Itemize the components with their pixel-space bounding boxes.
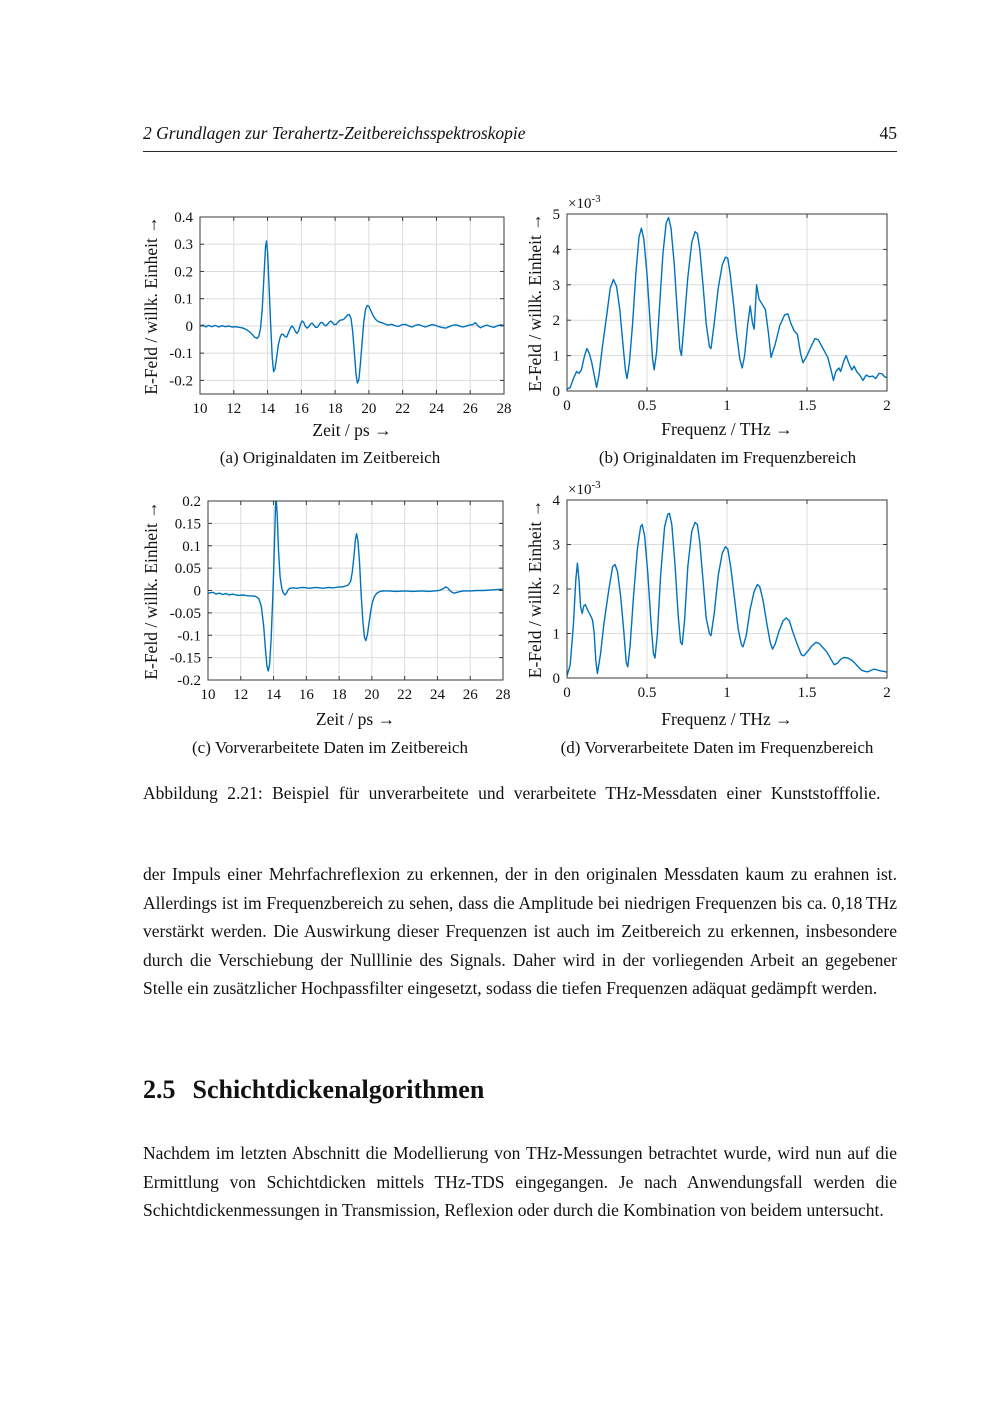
- section-heading: [143, 1075, 484, 1105]
- svg-text:0.4: 0.4: [174, 210, 193, 226]
- svg-text:×10-3: $\times 10^{-3}$: [568, 479, 601, 498]
- figure-caption: [143, 777, 897, 810]
- svg-text:0: 0: [552, 384, 560, 400]
- svg-text:1: 1: [552, 626, 560, 643]
- svg-text:E-Feld / willk. Einheit →: E-Feld / willk. Einheit →: [141, 216, 161, 395]
- section-number: 2.5: [143, 1075, 176, 1104]
- svg-text:28: 28: [495, 687, 511, 703]
- chart-a-time-domain-original: [140, 190, 512, 448]
- svg-text:1: 1: [723, 398, 731, 414]
- svg-text:1.5: 1.5: [797, 685, 817, 701]
- svg-text:0.5: 0.5: [637, 685, 657, 701]
- chart-caption-b: (b) Originaldaten im Frequenzbereich: [598, 448, 857, 467]
- svg-text:-0.1: -0.1: [177, 628, 201, 645]
- svg-text:2: 2: [552, 582, 560, 598]
- svg-text:1: 1: [552, 348, 560, 365]
- running-header: [143, 123, 897, 152]
- svg-text:2: 2: [883, 685, 891, 701]
- chart-caption-a: (a) Originaldaten im Zeitbereich: [219, 448, 441, 467]
- svg-text:26: 26: [462, 401, 478, 417]
- svg-text:-0.2: -0.2: [169, 373, 193, 390]
- svg-text:Frequenz / THz →: Frequenz / THz →: [661, 709, 793, 729]
- svg-text:16: 16: [298, 687, 314, 703]
- svg-text:-0.15: -0.15: [169, 650, 201, 667]
- svg-text:0.2: 0.2: [182, 494, 201, 510]
- figure-caption-text: Beispiel für unverarbeitete und verarbeitete THz-Messdaten einer Kunststofffolie.: [272, 783, 881, 803]
- svg-text:4: 4: [552, 493, 560, 509]
- svg-text:E-Feld / willk. Einheit →: E-Feld / willk. Einheit →: [525, 499, 545, 679]
- svg-text:26: 26: [462, 687, 478, 703]
- svg-text:0: 0: [563, 398, 571, 414]
- svg-text:0.3: 0.3: [174, 237, 193, 254]
- svg-text:0.5: 0.5: [637, 398, 657, 414]
- svg-text:0.1: 0.1: [182, 538, 201, 555]
- svg-text:12: 12: [233, 687, 249, 703]
- svg-text:14: 14: [260, 401, 276, 417]
- body-paragraph-1: der Impuls einer Mehrfachreflexion zu erkennen, der in den originalen Messdaten kaum zu erahnen ist. Allerdings ist im Frequenzbereich zu sehen, dass die Amplitude bei niedrigen Frequenzen bis ca. 0,18 THz verstärkt werden. Die Auswirkung dieser Frequenzen ist auch im Zeitbereich zu erkennen, insbesondere durch die Verschiebung der Nulllinie des Signals. Daher wird in der vorliegenden Arbeit an gegebener Stelle ein zusätzlicher Hochpassfilter eingesetzt, sodass die tiefen Frequenzen adäquat gedämpft werden.: [143, 864, 897, 998]
- section-title: Schichtdickenalgorithmen: [192, 1075, 485, 1104]
- svg-text:20: 20: [361, 401, 377, 417]
- svg-text:1.5: 1.5: [797, 398, 817, 414]
- svg-text:2: 2: [883, 398, 891, 414]
- svg-text:24: 24: [428, 401, 444, 417]
- svg-text:3: 3: [552, 277, 560, 294]
- svg-text:0: 0: [552, 671, 560, 687]
- svg-text:10: 10: [192, 401, 208, 417]
- svg-text:4: 4: [552, 242, 560, 259]
- svg-text:0.15: 0.15: [174, 516, 201, 533]
- svg-text:E-Feld / willk. Einheit →: E-Feld / willk. Einheit →: [141, 501, 161, 680]
- figure-caption-label: Abbildung 2.21:: [143, 783, 263, 803]
- svg-text:0.2: 0.2: [174, 264, 193, 281]
- svg-text:0: 0: [563, 685, 571, 701]
- svg-text:E-Feld / willk. Einheit →: E-Feld / willk. Einheit →: [525, 213, 545, 392]
- svg-text:14: 14: [266, 687, 282, 703]
- chart-caption-d: (d) Vorverarbeitete Daten im Frequenzbereich: [560, 738, 874, 757]
- svg-text:1: 1: [723, 685, 731, 701]
- svg-text:18: 18: [331, 687, 347, 703]
- svg-text:0.05: 0.05: [174, 561, 201, 578]
- svg-text:24: 24: [429, 687, 445, 703]
- running-header-title: 2 Grundlagen zur Terahertz-Zeitbereichsspektroskopie: [143, 123, 526, 143]
- svg-text:2: 2: [552, 313, 560, 330]
- chart-c-time-domain-preprocessed: [140, 475, 512, 735]
- svg-text:22: 22: [395, 401, 411, 417]
- svg-text:28: 28: [496, 401, 512, 417]
- svg-text:Zeit / ps →: Zeit / ps →: [315, 709, 396, 729]
- svg-text:×10-3: $\times 10^{-3}$: [568, 193, 601, 212]
- chart-caption-c: (c) Vorverarbeitete Daten im Zeitbereich: [192, 738, 468, 757]
- svg-text:-0.2: -0.2: [177, 673, 201, 689]
- svg-text:5: 5: [552, 207, 560, 223]
- svg-text:22: 22: [397, 687, 413, 703]
- svg-text:Frequenz / THz →: Frequenz / THz →: [661, 419, 793, 439]
- svg-text:Zeit / ps →: Zeit / ps →: [312, 420, 392, 440]
- chart-b-frequency-domain-original: [525, 185, 903, 445]
- chart-d-frequency-domain-preprocessed: [525, 475, 903, 735]
- page-number: 45: [879, 123, 897, 143]
- svg-text:18: 18: [327, 401, 343, 417]
- svg-text:3: 3: [552, 537, 560, 554]
- svg-text:0: 0: [185, 318, 193, 335]
- svg-text:20: 20: [364, 687, 380, 703]
- body-paragraph-2: Nachdem im letzten Abschnitt die Modellierung von THz-Messungen betrachtet wurde, wird nun auf die Ermittlung von Schichtdicken mittels THz-TDS eingegangen. Je nach Anwendungsfall werden die Schichtdickenmessungen in Transmission, Reflexion oder durch die Kombination von beidem untersucht.: [143, 1143, 897, 1220]
- svg-text:0.1: 0.1: [174, 291, 193, 308]
- svg-text:-0.05: -0.05: [169, 605, 201, 622]
- svg-text:10: 10: [200, 687, 216, 703]
- svg-text:0: 0: [193, 583, 201, 600]
- svg-text:12: 12: [226, 401, 242, 417]
- svg-text:-0.1: -0.1: [169, 346, 193, 363]
- svg-text:16: 16: [293, 401, 309, 417]
